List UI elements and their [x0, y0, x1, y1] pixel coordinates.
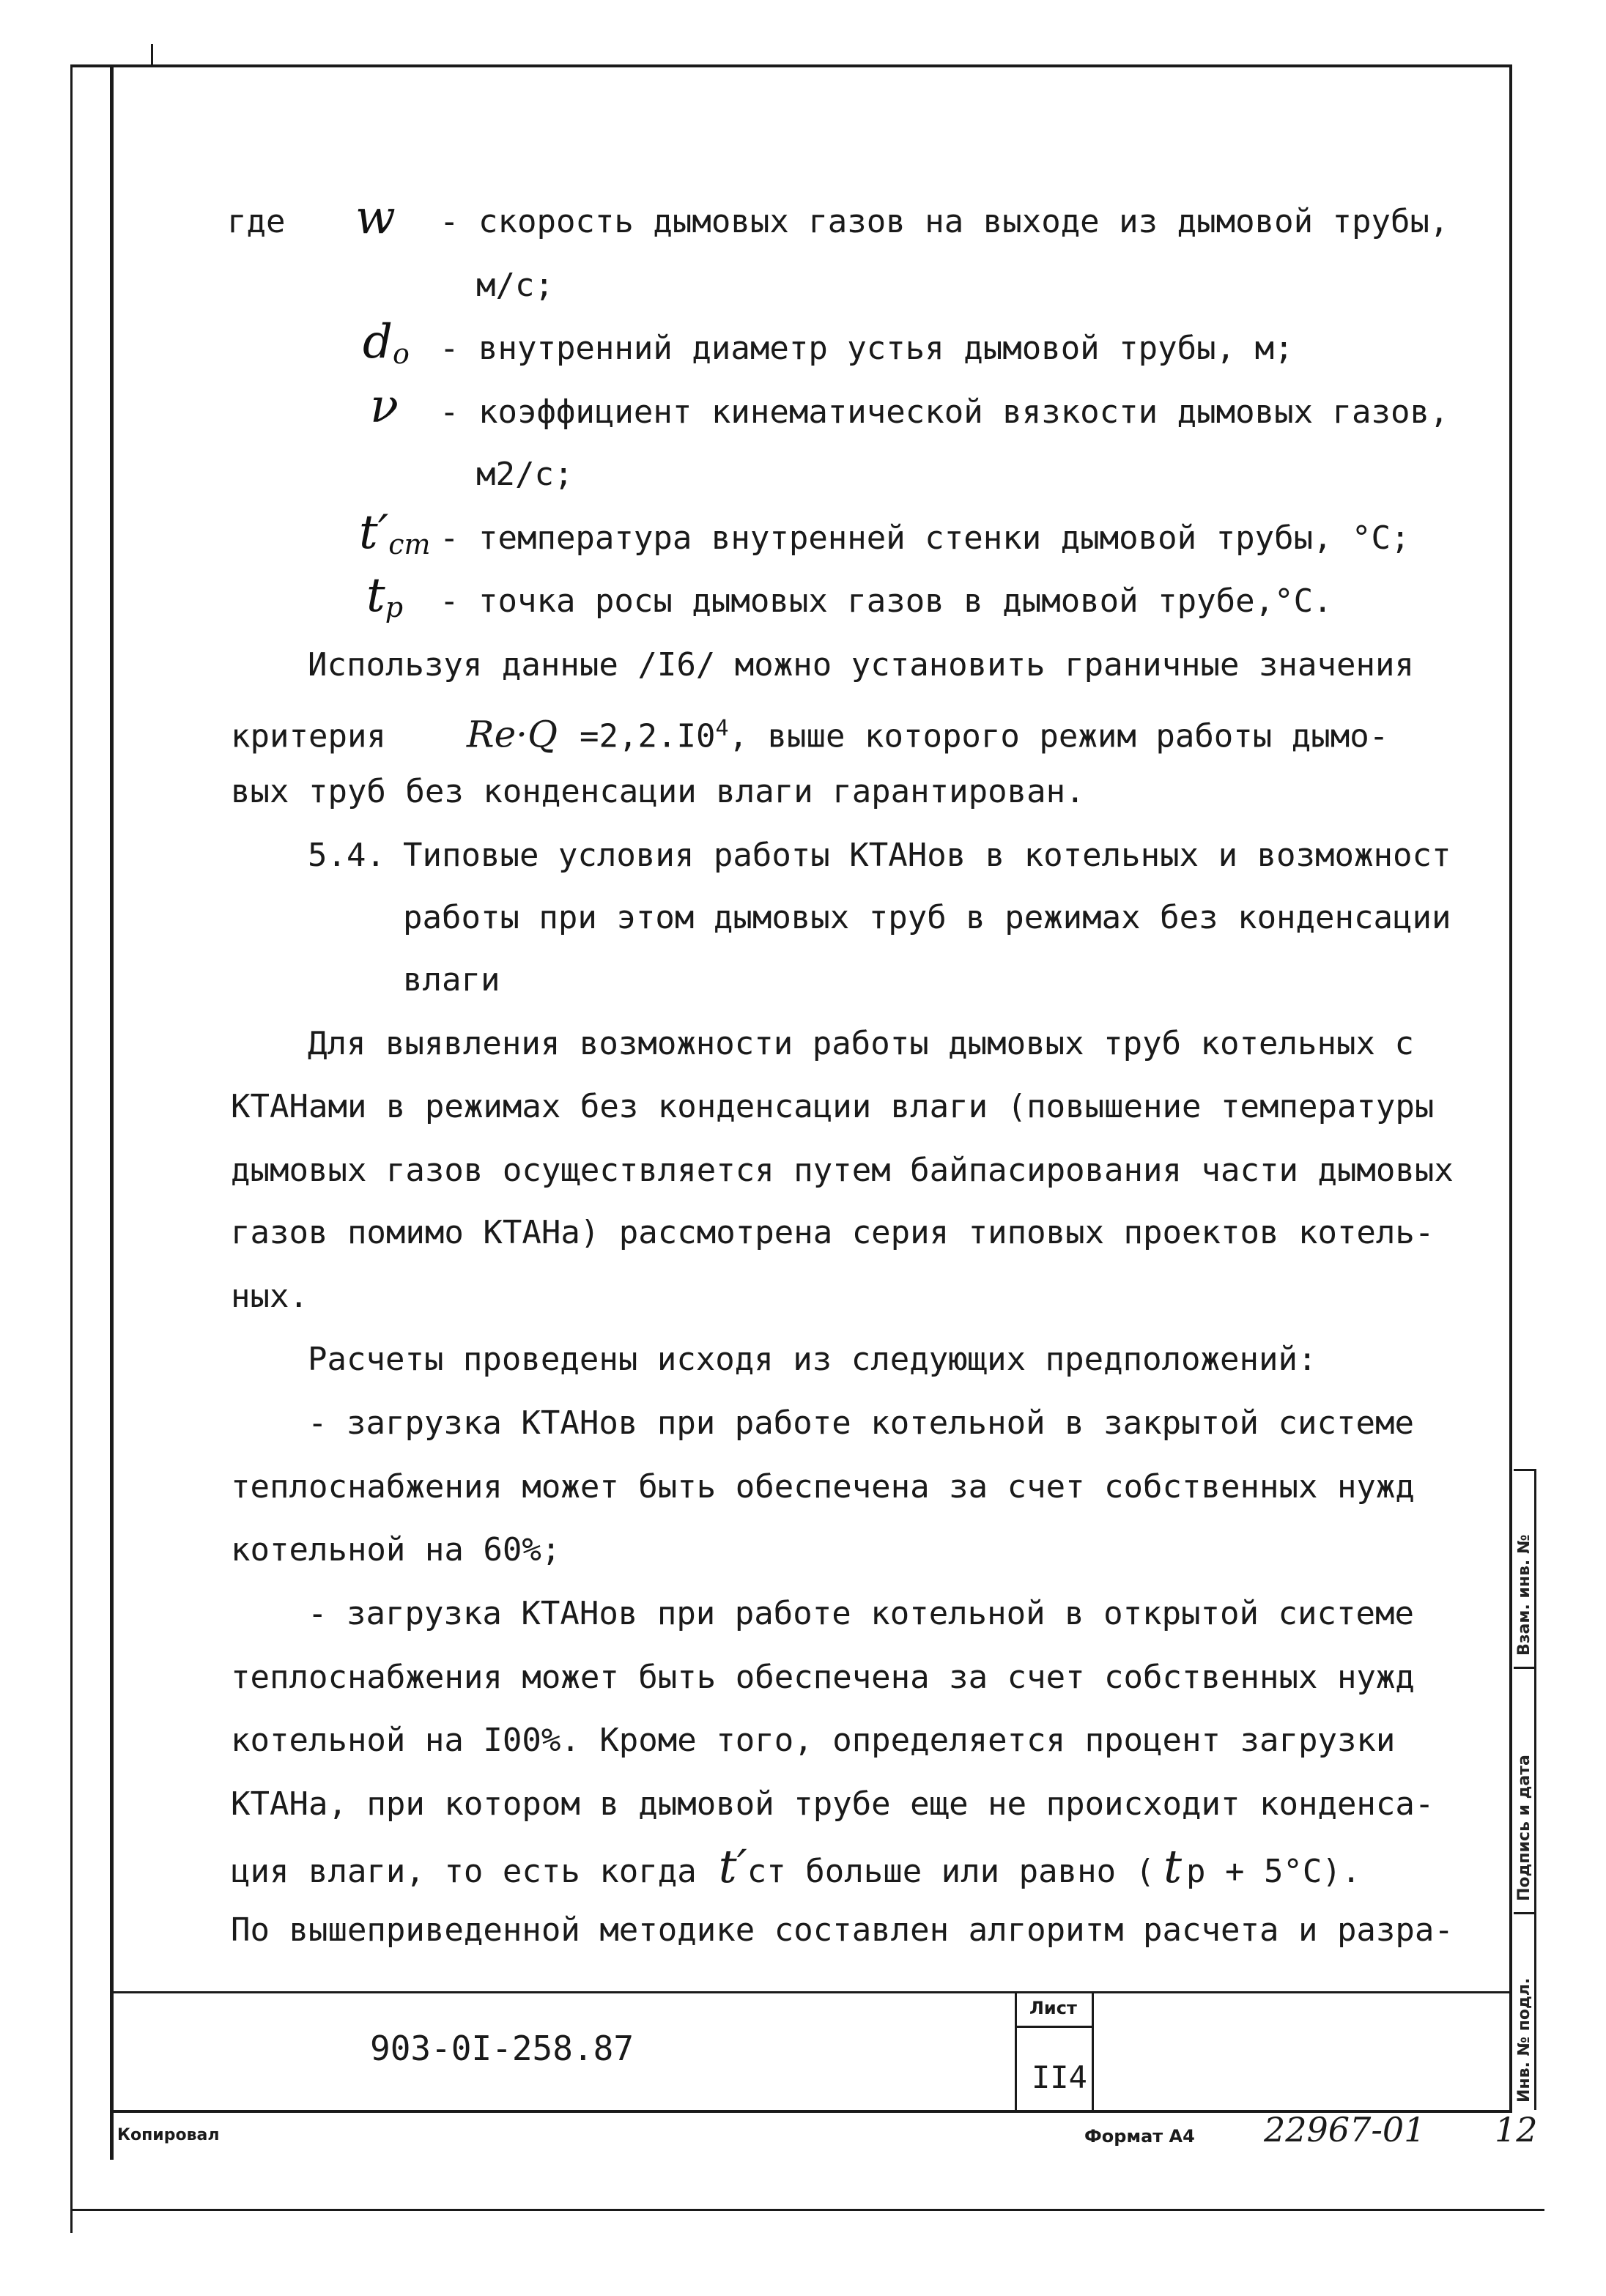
- symbol-tp: $t_р$: [366, 569, 404, 623]
- side-column-line: [1534, 1469, 1536, 2110]
- side-separator-1: [1514, 1469, 1536, 1471]
- section-title-line1: Типовые условия работы КТАНов в котельных и возможност: [403, 837, 1451, 874]
- section-number: 5.4.: [308, 837, 385, 874]
- definition-nu-line2: м2/с;: [476, 456, 574, 493]
- para4-line2: теплоснабжения может быть обеспечена за счет собственных нужд: [231, 1659, 1415, 1696]
- stamp-top-line: [110, 1991, 1512, 1993]
- definition-nu-line1: - коэффициент кинематической вязкости дымовых газов,: [440, 393, 1449, 431]
- frame-top-border: [70, 64, 1509, 67]
- symbol-d0: $d_o$: [363, 315, 410, 370]
- para3-line1: Расчеты проведены исходя из следующих предположений:: [308, 1341, 1317, 1378]
- symbol-t-wall-inline: t′: [718, 1840, 747, 1893]
- para1-line1: Используя данные /I6/ можно установить граничные значения: [308, 646, 1414, 684]
- para5-line1: По вышеприведенной методике составлен алгоритм расчета и разра-: [231, 1911, 1454, 1949]
- para4-line1: - загрузка КТАНов при работе котельной в открытой системе: [308, 1595, 1414, 1632]
- sheet-label: Лист: [1029, 1998, 1077, 2018]
- para4-line4: КТАНа, при котором в дымовой трубе еще не происходит конденса-: [231, 1785, 1435, 1823]
- symbol-w: w: [355, 190, 396, 245]
- sheet-box-right: [1092, 1991, 1094, 2112]
- side-label-signature-date: Подпись и дата: [1515, 1755, 1533, 1901]
- footer-handwritten-number: 12: [1495, 2110, 1538, 2149]
- symbol-tst: $t'_{ст}$: [359, 506, 431, 560]
- para2-line2: КТАНами в режимах без конденсации влаги (повышение температуры: [231, 1088, 1435, 1125]
- side-separator-2: [1514, 1667, 1536, 1669]
- document-code: 903-0I-258.87: [370, 2029, 634, 2068]
- frame-top-tick: [151, 44, 153, 66]
- where-label: где: [227, 203, 286, 240]
- side-separator-3: [1514, 1912, 1536, 1914]
- para3-line4: котельной на 60%;: [231, 1531, 561, 1569]
- para2-line4: газов помимо КТАНа) рассмотрена серия типовых проектов котель-: [231, 1214, 1435, 1251]
- stamp-divider: [1015, 1991, 1017, 2112]
- sheet-box-mid: [1015, 2026, 1094, 2028]
- side-label-inv-original: Инв. № подл.: [1515, 1977, 1533, 2103]
- definition-tst-line1: - температура внутренней стенки дымовой трубы, °С;: [440, 519, 1410, 557]
- symbol-nu: ν: [370, 379, 399, 434]
- section-title-line2: работы при этом дымовых труб в режимах без конденсации: [403, 899, 1451, 936]
- para2-line1: Для выявления возможности работы дымовых труб котельных с: [308, 1025, 1414, 1062]
- definition-w-line2: м/с;: [476, 267, 554, 304]
- frame-right-border: [1509, 64, 1512, 2112]
- footer-handwritten-code: 22967-01: [1264, 2110, 1426, 2149]
- definition-d0-line1: - внутренний диаметр устья дымовой трубы, м;: [440, 330, 1294, 367]
- section-title-line3: влаги: [403, 961, 500, 999]
- frame-left-border: [110, 64, 114, 2160]
- para4-line3: котельной на I00%. Кроме того, определяется процент загрузки: [231, 1722, 1396, 1759]
- para2-line3: дымовых газов осуществляется путем байпасирования части дымовых: [231, 1152, 1454, 1189]
- definition-tp-line1: - точка росы дымовых газов в дымовой трубе,°С.: [440, 582, 1333, 620]
- symbol-t-dew-inline: t: [1163, 1840, 1182, 1893]
- para3-line2: - загрузка КТАНов при работе котельной в закрытой системе: [308, 1404, 1414, 1442]
- criterion-formula: Re·Q: [466, 713, 558, 756]
- para2-line5: ных.: [231, 1278, 308, 1315]
- para4-line5: ция влаги, то есть когда t′ст больше или равно ( t р + 5°С).: [231, 1840, 1361, 1893]
- para1-line3: вых труб без конденсации влаги гарантирован.: [231, 773, 1085, 810]
- sheet-number: II4: [1032, 2059, 1087, 2095]
- footer-copied: Копировал: [117, 2126, 220, 2144]
- frame-left-outer: [70, 64, 73, 2233]
- para1-line2: критерия $Re\cdot Q =2,2.I0^4$, выше которого режим работы дымо-: [231, 713, 1389, 756]
- para3-line3: теплоснабжения может быть обеспечена за счет собственных нужд: [231, 1468, 1415, 1506]
- definition-w-line1: - скорость дымовых газов на выходе из дымовой трубы,: [440, 203, 1449, 240]
- side-label-replace-inv: Взам. инв. №: [1515, 1534, 1533, 1656]
- footer-format: Формат А4: [1084, 2126, 1195, 2147]
- page-bottom-line: [70, 2209, 1544, 2211]
